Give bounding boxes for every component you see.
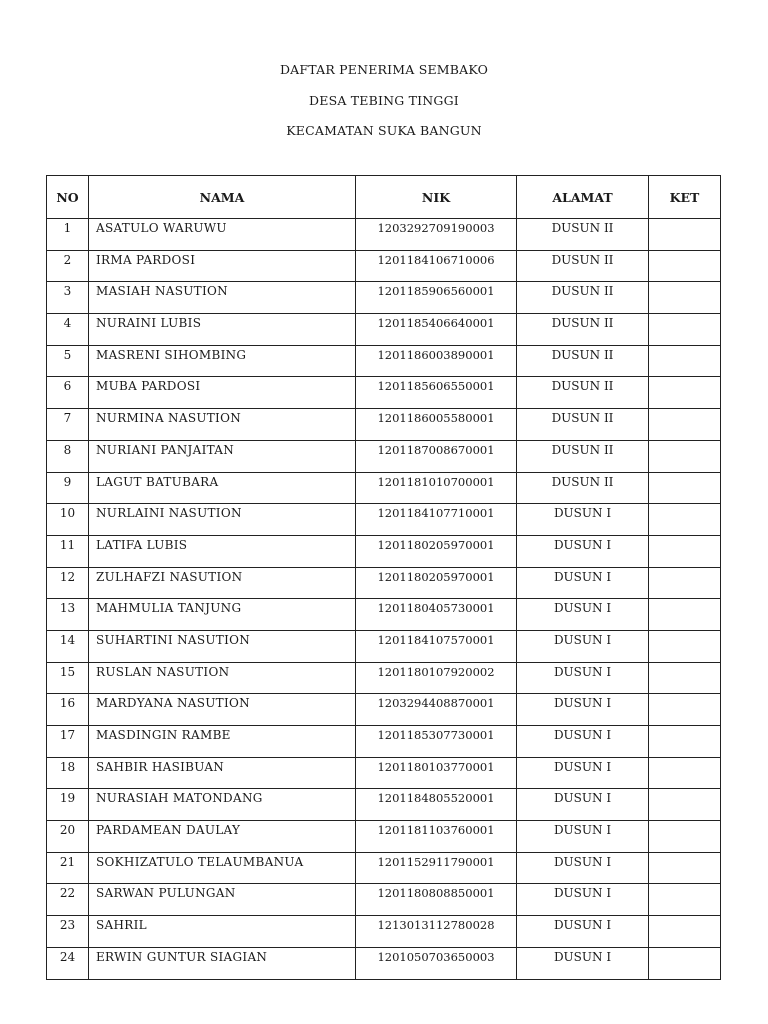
cell-nik: 1201185606550001 xyxy=(356,377,517,409)
header-ket: KET xyxy=(649,176,721,219)
cell-alamat: DUSUN II xyxy=(517,377,649,409)
cell-nama: MASRENI SIHOMBING xyxy=(89,345,356,377)
cell-alamat: DUSUN I xyxy=(517,947,649,979)
cell-ket xyxy=(649,694,721,726)
cell-no: 6 xyxy=(47,377,89,409)
table-row xyxy=(47,916,721,948)
cell-nik: 1201185406640001 xyxy=(356,314,517,346)
cell-nama: NURAINI LUBIS xyxy=(89,314,356,346)
cell-nik: 1201181103760001 xyxy=(356,821,517,853)
document-title-block xyxy=(0,60,768,152)
cell-nama: NURASIAH MATONDANG xyxy=(89,789,356,821)
cell-nik: 1201180808850001 xyxy=(356,884,517,916)
cell-alamat: DUSUN II xyxy=(517,409,649,441)
cell-ket xyxy=(649,726,721,758)
cell-nik: 1201185307730001 xyxy=(356,726,517,758)
cell-nik: 1213013112780028 xyxy=(356,916,517,948)
header-nama: NAMA xyxy=(89,176,356,219)
title-line-2: DESA TEBING TINGGI xyxy=(309,92,459,108)
table-row xyxy=(47,440,721,472)
cell-alamat: DUSUN I xyxy=(517,757,649,789)
cell-nama: MUBA PARDOSI xyxy=(89,377,356,409)
cell-nama: ERWIN GUNTUR SIAGIAN xyxy=(89,947,356,979)
cell-nik: 1201184106710006 xyxy=(356,250,517,282)
cell-ket xyxy=(649,377,721,409)
cell-nik: 1201152911790001 xyxy=(356,852,517,884)
cell-no: 22 xyxy=(47,884,89,916)
cell-alamat: DUSUN I xyxy=(517,884,649,916)
table-row xyxy=(47,757,721,789)
cell-nama: PARDAMEAN DAULAY xyxy=(89,821,356,853)
cell-nik: 1201180103770001 xyxy=(356,757,517,789)
cell-nik: 1203294408870001 xyxy=(356,694,517,726)
cell-alamat: DUSUN II xyxy=(517,440,649,472)
cell-no: 18 xyxy=(47,757,89,789)
cell-alamat: DUSUN II xyxy=(517,314,649,346)
cell-ket xyxy=(649,916,721,948)
cell-ket xyxy=(649,345,721,377)
recipient-table xyxy=(46,175,721,980)
cell-nama: SAHBIR HASIBUAN xyxy=(89,757,356,789)
cell-alamat: DUSUN I xyxy=(517,662,649,694)
cell-nama: ASATULO WARUWU xyxy=(89,219,356,251)
cell-nama: MASDINGIN RAMBE xyxy=(89,726,356,758)
cell-ket xyxy=(649,472,721,504)
cell-no: 9 xyxy=(47,472,89,504)
cell-no: 17 xyxy=(47,726,89,758)
cell-ket xyxy=(649,409,721,441)
cell-no: 5 xyxy=(47,345,89,377)
cell-no: 19 xyxy=(47,789,89,821)
cell-ket xyxy=(649,535,721,567)
cell-nama: SUHARTINI NASUTION xyxy=(89,630,356,662)
cell-alamat: DUSUN I xyxy=(517,535,649,567)
title-line-1: DAFTAR PENERIMA SEMBAKO xyxy=(279,62,489,77)
cell-ket xyxy=(649,219,721,251)
cell-no: 14 xyxy=(47,630,89,662)
cell-ket xyxy=(649,440,721,472)
cell-alamat: DUSUN I xyxy=(517,726,649,758)
cell-nama: SARWAN PULUNGAN xyxy=(89,884,356,916)
cell-alamat: DUSUN I xyxy=(517,630,649,662)
cell-alamat: DUSUN II xyxy=(517,219,649,251)
table-row xyxy=(47,314,721,346)
cell-nama: NURLAINI NASUTION xyxy=(89,504,356,536)
header-alamat: ALAMAT xyxy=(517,176,649,219)
table-row xyxy=(47,852,721,884)
title-line-3: KECAMATAN SUKA BANGUN xyxy=(286,123,482,138)
cell-ket xyxy=(649,599,721,631)
table-row xyxy=(47,694,721,726)
cell-nik: 1201180205970001 xyxy=(356,567,517,599)
cell-ket xyxy=(649,567,721,599)
cell-nama: LATIFA LUBIS xyxy=(89,535,356,567)
cell-alamat: DUSUN II xyxy=(517,345,649,377)
table-row xyxy=(47,535,721,567)
cell-alamat: DUSUN I xyxy=(517,694,649,726)
cell-nik: 1201184805520001 xyxy=(356,789,517,821)
cell-alamat: DUSUN I xyxy=(517,789,649,821)
table-row xyxy=(47,472,721,504)
cell-alamat: DUSUN I xyxy=(517,504,649,536)
table-row xyxy=(47,504,721,536)
table-body xyxy=(47,219,721,980)
table-row xyxy=(47,884,721,916)
cell-ket xyxy=(649,852,721,884)
cell-nik: 1201186005580001 xyxy=(356,409,517,441)
cell-no: 23 xyxy=(47,916,89,948)
cell-nama: LAGUT BATUBARA xyxy=(89,472,356,504)
table-row xyxy=(47,726,721,758)
table-row xyxy=(47,345,721,377)
cell-ket xyxy=(649,789,721,821)
cell-nama: MAHMULIA TANJUNG xyxy=(89,599,356,631)
cell-no: 4 xyxy=(47,314,89,346)
cell-ket xyxy=(649,947,721,979)
cell-no: 2 xyxy=(47,250,89,282)
cell-nama: RUSLAN NASUTION xyxy=(89,662,356,694)
cell-nik: 1201184107570001 xyxy=(356,630,517,662)
table-row xyxy=(47,947,721,979)
cell-nik: 1201180107920002 xyxy=(356,662,517,694)
cell-nama: IRMA PARDOSI xyxy=(89,250,356,282)
cell-no: 10 xyxy=(47,504,89,536)
table-row xyxy=(47,821,721,853)
cell-no: 24 xyxy=(47,947,89,979)
cell-nik: 1201187008670001 xyxy=(356,440,517,472)
cell-no: 3 xyxy=(47,282,89,314)
table-row xyxy=(47,409,721,441)
cell-nik: 1201185906560001 xyxy=(356,282,517,314)
table-row xyxy=(47,599,721,631)
cell-nik: 1201050703650003 xyxy=(356,947,517,979)
cell-ket xyxy=(649,250,721,282)
table-header-row xyxy=(47,176,721,219)
cell-ket xyxy=(649,282,721,314)
cell-nik: 1201180205970001 xyxy=(356,535,517,567)
cell-alamat: DUSUN I xyxy=(517,852,649,884)
cell-nik: 1201184107710001 xyxy=(356,504,517,536)
cell-alamat: DUSUN I xyxy=(517,916,649,948)
cell-nama: NURIANI PANJAITAN xyxy=(89,440,356,472)
cell-alamat: DUSUN II xyxy=(517,472,649,504)
cell-no: 12 xyxy=(47,567,89,599)
cell-nik: 1201181010700001 xyxy=(356,472,517,504)
table-row xyxy=(47,567,721,599)
cell-nik: 1203292709190003 xyxy=(356,219,517,251)
cell-ket xyxy=(649,662,721,694)
cell-no: 7 xyxy=(47,409,89,441)
cell-ket xyxy=(649,821,721,853)
cell-alamat: DUSUN I xyxy=(517,567,649,599)
cell-ket xyxy=(649,757,721,789)
cell-alamat: DUSUN I xyxy=(517,599,649,631)
cell-nik: 1201186003890001 xyxy=(356,345,517,377)
table-row xyxy=(47,250,721,282)
cell-nama: MASIAH NASUTION xyxy=(89,282,356,314)
cell-no: 8 xyxy=(47,440,89,472)
cell-alamat: DUSUN II xyxy=(517,250,649,282)
cell-no: 15 xyxy=(47,662,89,694)
cell-nama: SOKHIZATULO TELAUMBANUA xyxy=(89,852,356,884)
table-row xyxy=(47,662,721,694)
cell-no: 11 xyxy=(47,535,89,567)
cell-ket xyxy=(649,504,721,536)
cell-nama: NURMINA NASUTION xyxy=(89,409,356,441)
cell-no: 20 xyxy=(47,821,89,853)
cell-ket xyxy=(649,884,721,916)
cell-nama: ZULHAFZI NASUTION xyxy=(89,567,356,599)
cell-nama: MARDYANA NASUTION xyxy=(89,694,356,726)
cell-alamat: DUSUN II xyxy=(517,282,649,314)
table-row xyxy=(47,630,721,662)
cell-nik: 1201180405730001 xyxy=(356,599,517,631)
cell-no: 1 xyxy=(47,219,89,251)
cell-ket xyxy=(649,630,721,662)
cell-alamat: DUSUN I xyxy=(517,821,649,853)
cell-nama: SAHRIL xyxy=(89,916,356,948)
cell-ket xyxy=(649,314,721,346)
header-no: NO xyxy=(47,176,89,219)
header-nik: NIK xyxy=(356,176,517,219)
table-row xyxy=(47,789,721,821)
table-row xyxy=(47,219,721,251)
table-row xyxy=(47,377,721,409)
table-row xyxy=(47,282,721,314)
cell-no: 13 xyxy=(47,599,89,631)
cell-no: 16 xyxy=(47,694,89,726)
cell-no: 21 xyxy=(47,852,89,884)
